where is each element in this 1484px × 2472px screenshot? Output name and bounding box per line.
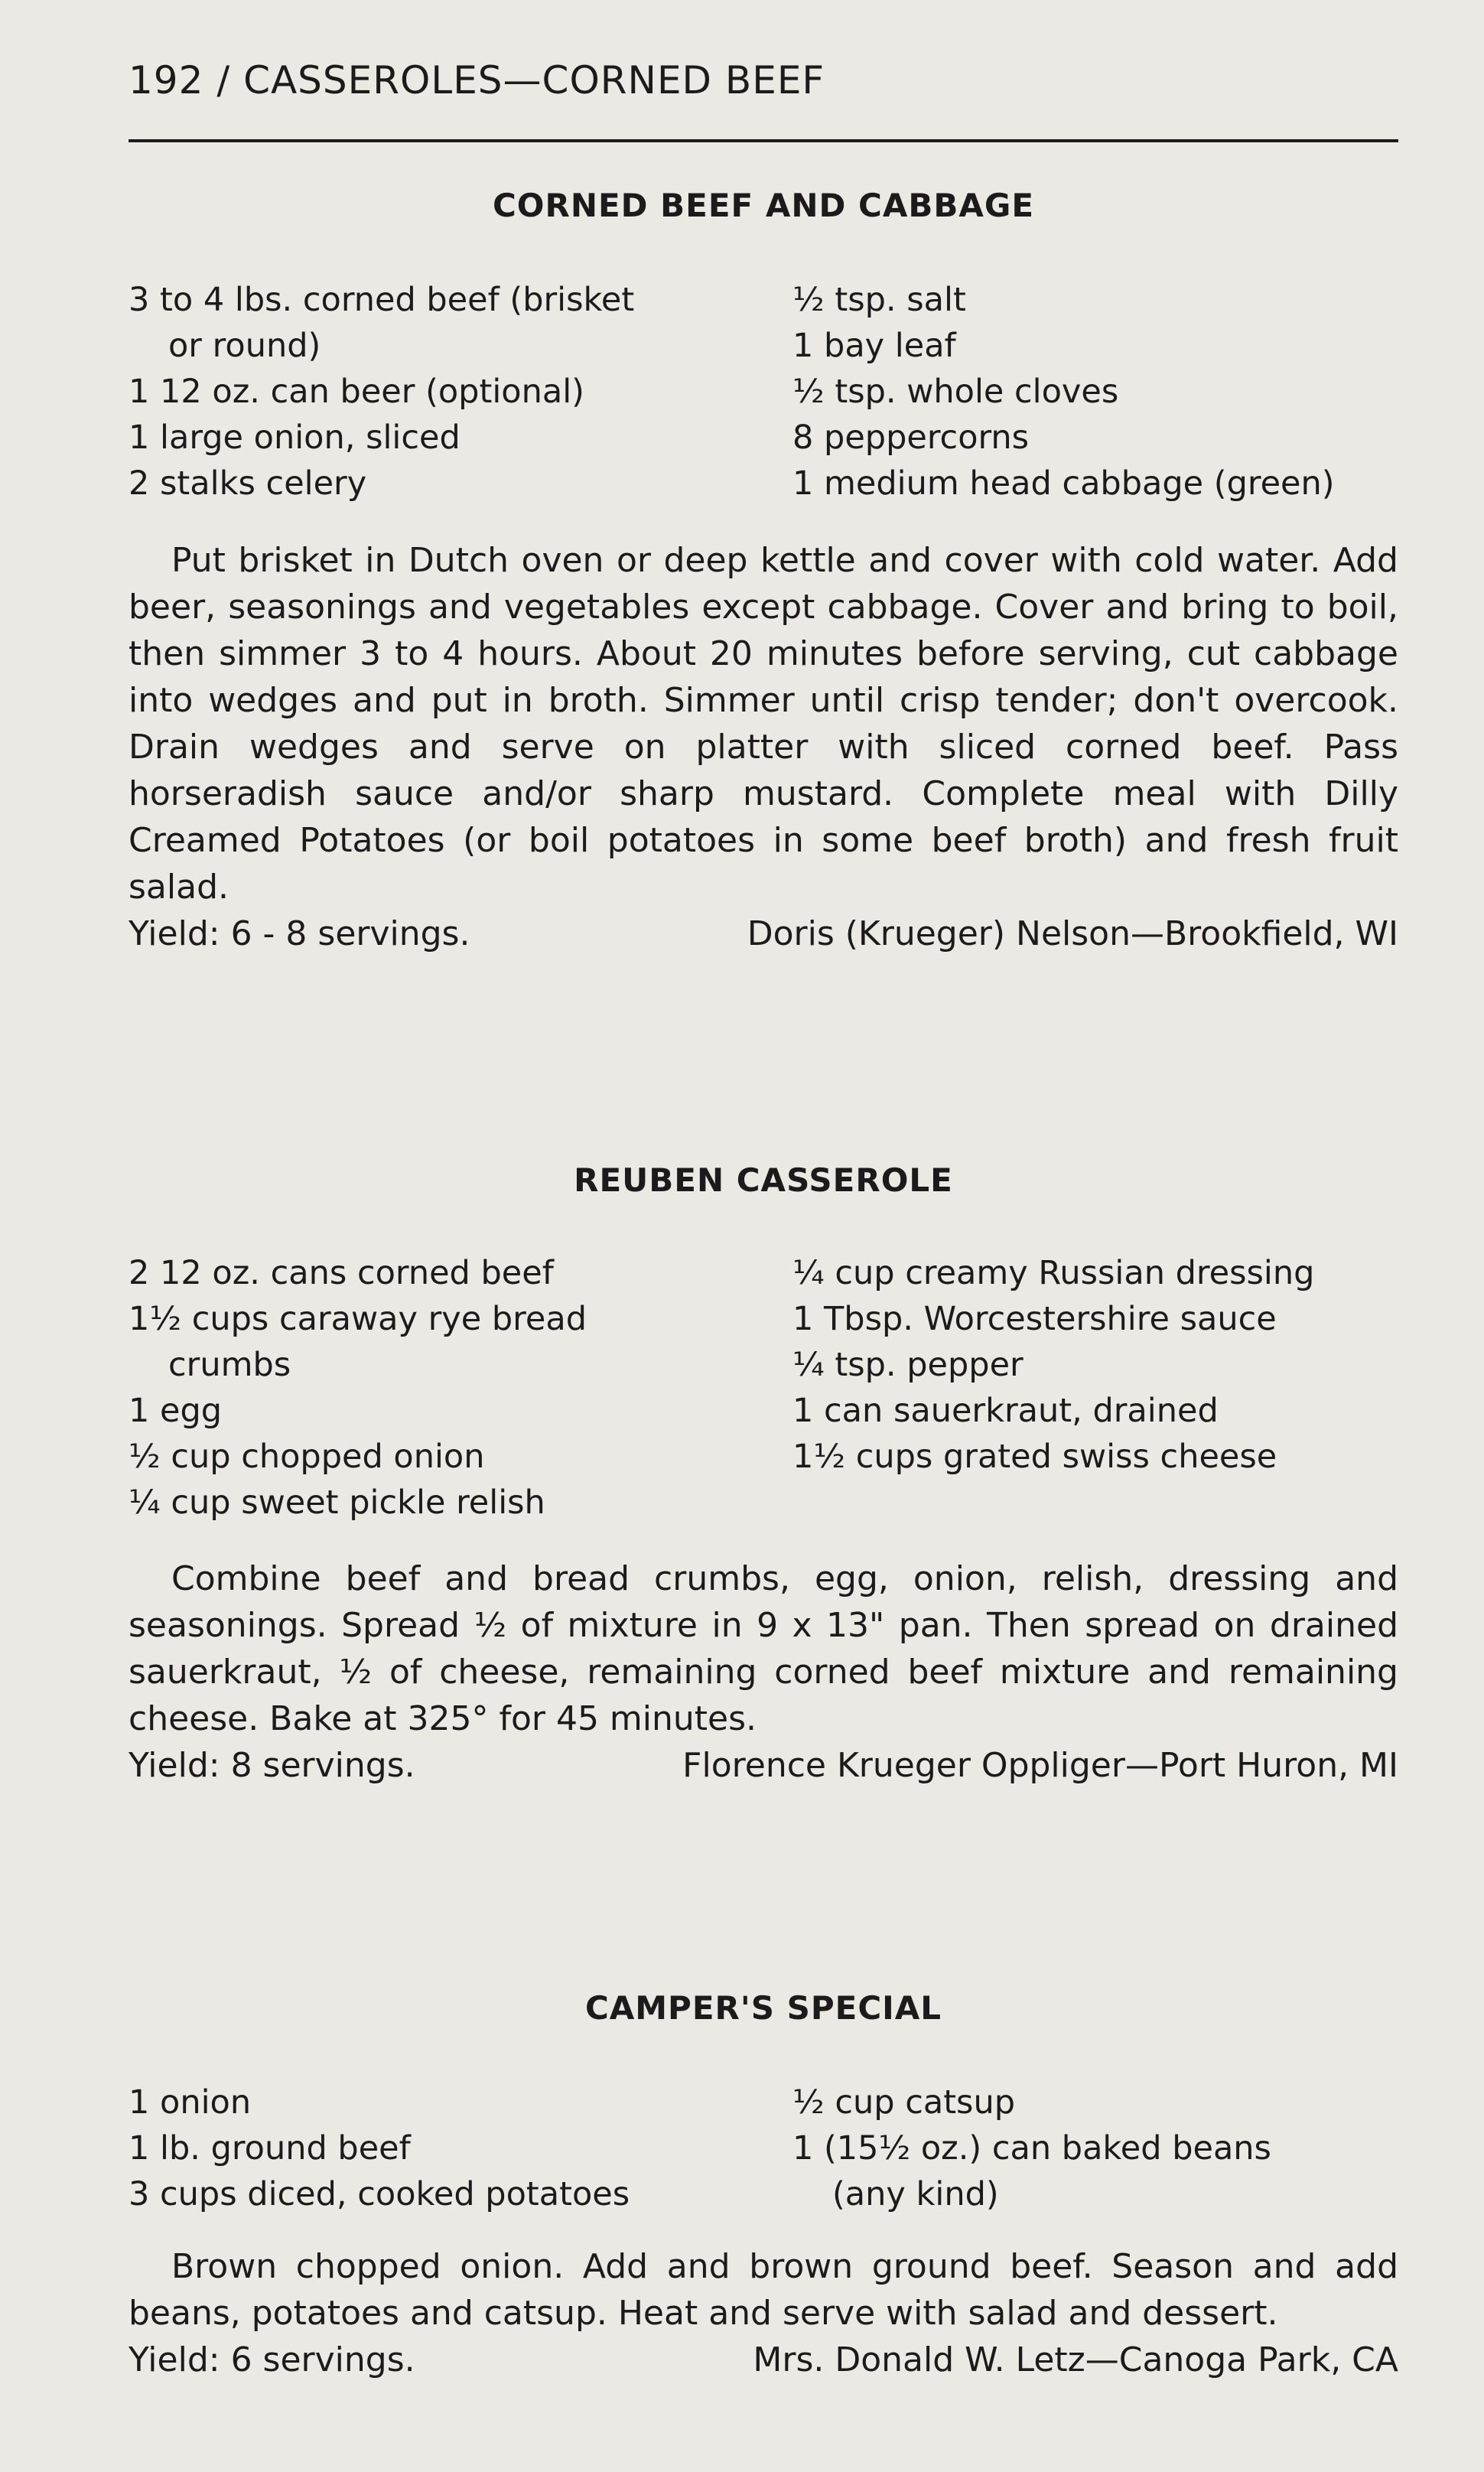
contributor: Doris (Krueger) Nelson—Brookfield, WI — [747, 914, 1398, 953]
recipe-footer — [129, 1742, 1398, 1789]
ingredient: ½ tsp. salt — [792, 281, 966, 319]
ingredient: 3 to 4 lbs. corned beef (brisket — [129, 281, 635, 319]
recipe-footer — [129, 910, 1398, 957]
recipe-directions — [129, 2243, 1398, 2337]
ingredient: ½ cup chopped onion — [129, 1438, 485, 1476]
ingredients-left — [129, 1250, 587, 1526]
ingredient: 2 stalks celery — [129, 464, 367, 503]
recipe-footer — [129, 2337, 1398, 2383]
yield-text: Yield: 6 servings. — [129, 2340, 415, 2379]
ingredient: 1 (15½ oz.) can baked beans — [792, 2129, 1271, 2167]
ingredient: 1 large onion, sliced — [129, 419, 460, 457]
ingredient: 3 cups diced, cooked potatoes — [129, 2175, 630, 2213]
ingredient: 1 can sauerkraut, drained — [792, 1392, 1219, 1430]
ingredient: ¼ cup creamy Russian dressing — [792, 1254, 1315, 1292]
recipe-directions — [129, 1555, 1398, 1742]
ingredient: 1 medium head cabbage (green) — [792, 464, 1335, 503]
directions-text: Brown chopped onion. Add and brown ground beef. Season and add beans, potatoes and catsup. Heat and serve with salad and dessert. — [129, 2247, 1398, 2333]
yield-text: Yield: 8 servings. — [129, 1746, 415, 1785]
header-rule — [129, 139, 1398, 142]
ingredient: 1½ cups grated swiss cheese — [792, 1438, 1277, 1476]
ingredient: 1 12 oz. can beer (optional) — [129, 373, 584, 411]
ingredient: or round) — [168, 327, 321, 365]
ingredient: 1 egg — [129, 1392, 223, 1430]
ingredient: 1½ cups caraway rye bread — [129, 1300, 587, 1338]
ingredient: ¼ cup sweet pickle relish — [129, 1484, 545, 1522]
directions-text: Combine beef and bread crumbs, egg, onion, relish, dressing and seasonings. Spread ½ of mixture in 9 x 13" pan. Then spread on drained sauerkraut, ½ of cheese, remaining corned beef mixture and remaining cheese. Bake at 325° for 45 minutes. — [129, 1559, 1398, 1738]
running-head: 192 / CASSEROLES—CORNED BEEF — [129, 58, 825, 103]
ingredients-left — [129, 277, 634, 506]
ingredient: 1 lb. ground beef — [129, 2129, 411, 2167]
ingredients-left — [129, 2080, 630, 2217]
ingredient: ½ tsp. whole cloves — [792, 373, 1119, 411]
ingredient: ¼ tsp. pepper — [792, 1346, 1024, 1384]
contributor: Mrs. Donald W. Letz—Canoga Park, CA — [753, 2340, 1398, 2379]
contributor: Florence Krueger Oppliger—Port Huron, MI — [682, 1746, 1398, 1785]
ingredient: ½ cup catsup — [792, 2083, 1016, 2122]
ingredients-right — [792, 1250, 1314, 1480]
ingredient: 8 peppercorns — [792, 419, 1030, 457]
ingredient: 2 12 oz. cans corned beef — [129, 1254, 554, 1292]
ingredient: 1 onion — [129, 2083, 252, 2122]
recipe-directions — [129, 537, 1398, 910]
ingredient: (any kind) — [832, 2175, 999, 2213]
yield-text: Yield: 6 - 8 servings. — [129, 914, 470, 953]
ingredients-right — [792, 277, 1335, 506]
recipe-title: REUBEN CASSEROLE — [574, 1161, 953, 1199]
recipe-title: CAMPER'S SPECIAL — [584, 1989, 942, 2027]
ingredient: 1 Tbsp. Worcestershire sauce — [792, 1300, 1277, 1338]
ingredient: crumbs — [168, 1346, 291, 1384]
ingredients-right — [792, 2080, 1271, 2217]
recipe-title: CORNED BEEF AND CABBAGE — [492, 187, 1035, 224]
directions-text: Put brisket in Dutch oven or deep kettle and cover with cold water. Add beer, seasonings and vegetables except cabbage. Cover and bring to boil, then simmer 3 to 4 hours. About 20 minutes before serving, cut cabbage into wedges and put in broth. Simmer until crisp tender; don't overcook. Drain wedges and serve on platter with sliced corned beef. Pass horseradish sauce and/or sharp mustard. Complete meal with Dilly Creamed Potatoes (or boil potatoes in some beef broth) and fresh fruit salad. — [129, 541, 1398, 907]
ingredient: 1 bay leaf — [792, 327, 956, 365]
